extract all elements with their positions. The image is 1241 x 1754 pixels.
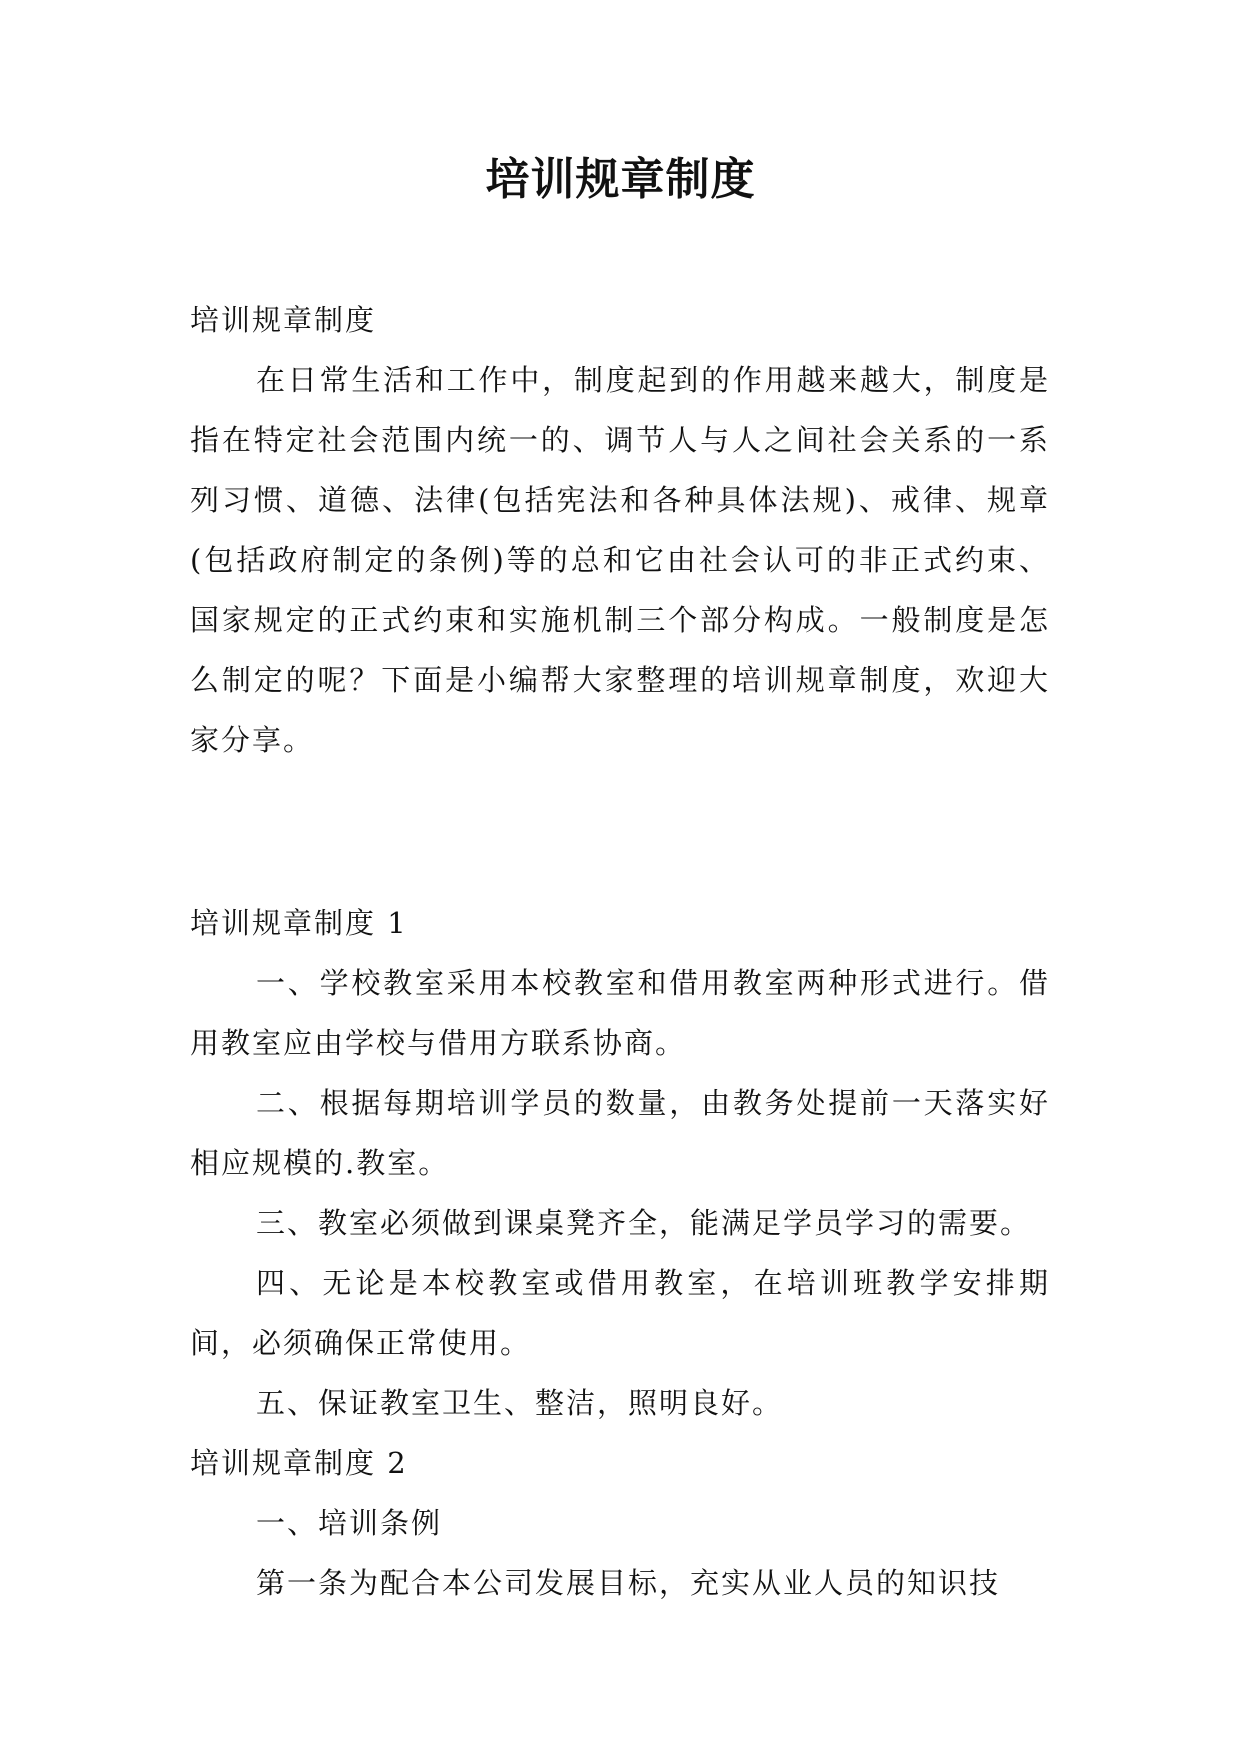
section-1-item-3: 三、教室必须做到课桌凳齐全，能满足学员学习的需要。 <box>256 1206 1032 1240</box>
intro-paragraph: 在日常生活和工作中，制度起到的作用越来越大，制度是指在特定社会范围内统一的、调节人与人之间社会关系的一系列习惯、道德、法律(包括宪法和各种具体法规)、戒律、规章(包括政府制定的条例)等的总和它由社会认可的非正式约束、国家规定的正式约束和实施机制三个部分构成。一般制度是怎么制定的呢？下面是小编帮大家整理的培训规章制度，欢迎大家分享。 <box>190 363 1050 757</box>
section-1-heading: 培训规章制度 1 <box>190 906 408 940</box>
intro-heading: 培训规章制度 <box>190 303 377 337</box>
document-title: 培训规章制度 <box>485 154 756 205</box>
section-2-item-1: 一、培训条例 <box>256 1506 443 1540</box>
section-1-item-2: 二、根据每期培训学员的数量，由教务处提前一天落实好相应规模的.教室。 <box>190 1086 1050 1180</box>
section-1-item-1: 一、学校教室采用本校教室和借用教室两种形式进行。借用教室应由学校与借用方联系协商。 <box>190 966 1050 1060</box>
sections-block <box>190 893 1050 1613</box>
section-1-item-4: 四、无论是本校教室或借用教室，在培训班教学安排期间，必须确保正常使用。 <box>190 1266 1050 1360</box>
section-1-item-5: 五、保证教室卫生、整洁，照明良好。 <box>256 1386 784 1420</box>
intro-block <box>190 290 1050 770</box>
section-2-heading: 培训规章制度 2 <box>190 1446 408 1480</box>
section-2-item-2: 第一条为配合本公司发展目标，充实从业人员的知识技 <box>256 1566 1001 1600</box>
